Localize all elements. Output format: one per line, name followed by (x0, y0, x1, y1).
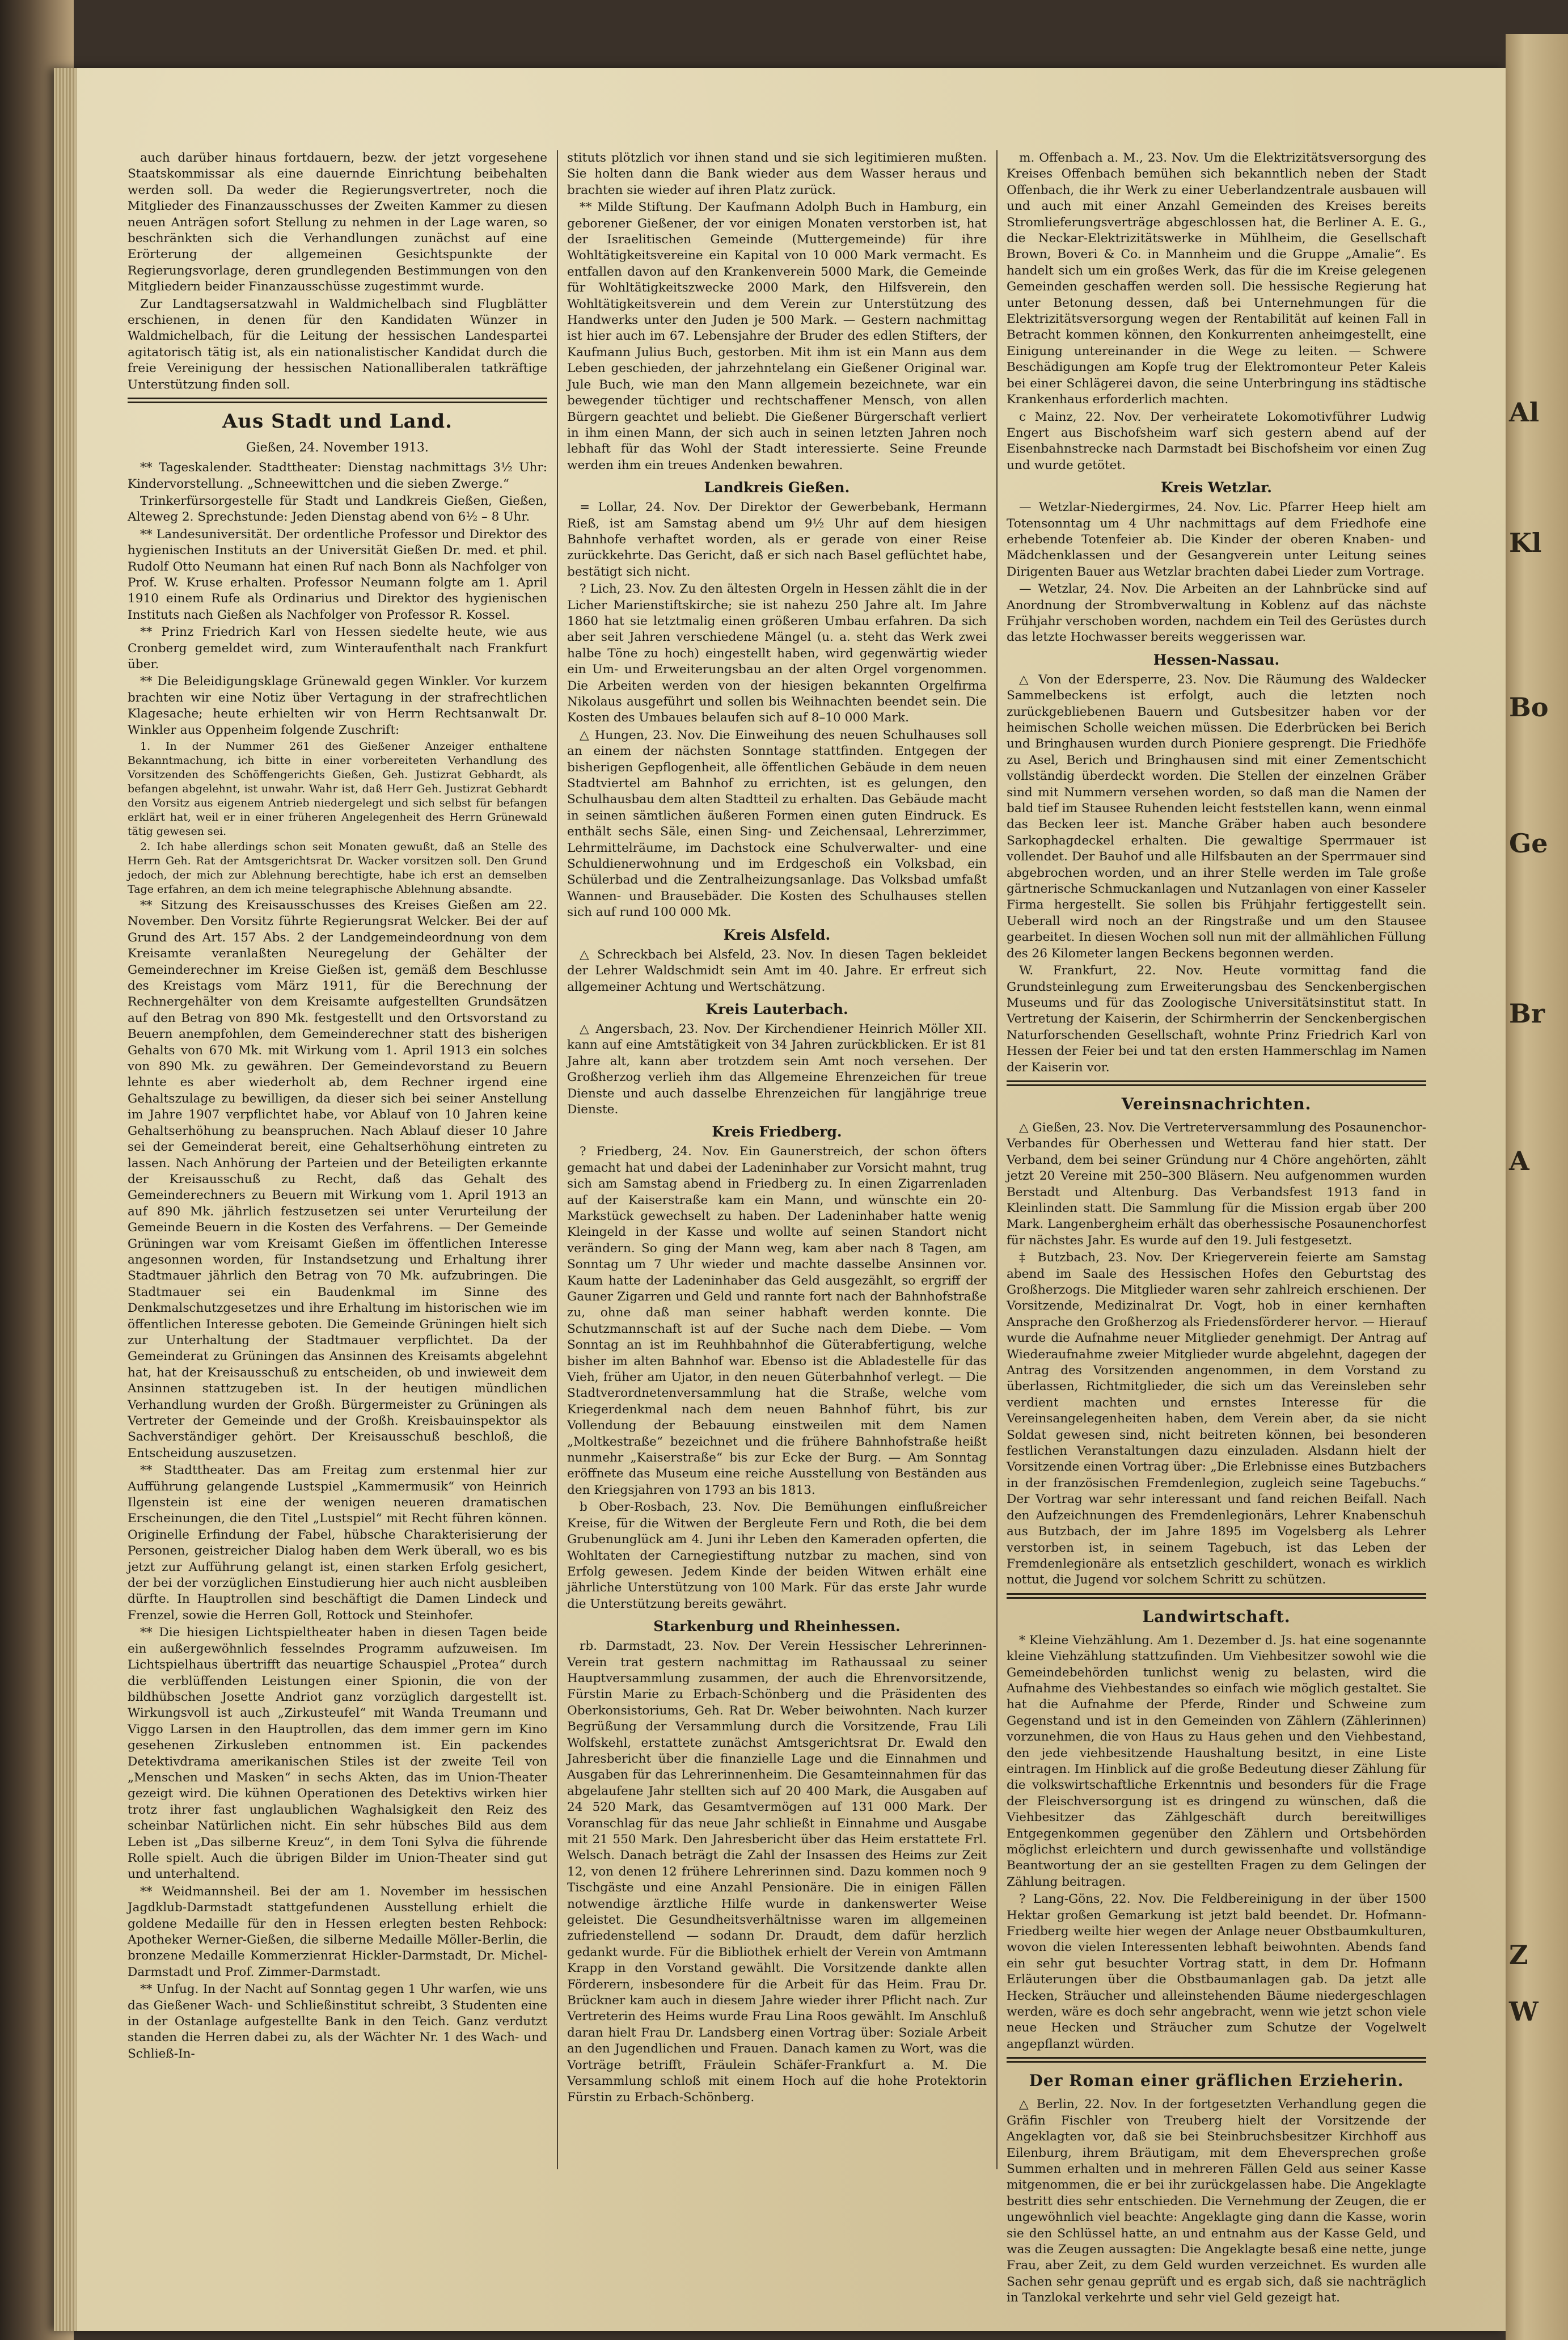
article-text: ** Tageskalender. Stadttheater: Dienstag nachmittags 3½ Uhr: Kindervorstellung. „Schneewittchen und die sieben Zwerge.“ (128, 461, 547, 491)
article-text: — Wetzlar-Niedergirmes, 24. Nov. Lic. Pfarrer Heep hielt am Totensonntag um 4 Uhr nachmittags auf dem Friedhofe eine erhebende Totenfeier ab. Die Kinder der oberen Knaben- und Mädchenklassen und der Gesangverein unter Leitung seines Dirigenten Bauer aus Wetzlar brachten dabei Lieder zum Vortrage. (1007, 500, 1426, 579)
article-text: ** Die Beleidigungsklage Grünewald gegen Winkler. Vor kurzem brachten wir eine Notiz über Vertagung in der strafrechtlichen Klagesache; heute erhielten wir von Herrn Rechtsanwalt Dr. Winkler aus Oppenheim folgende Zuschrift: (128, 674, 547, 737)
section-rule (128, 398, 547, 403)
subheading-starkenburg-rheinhessen: Starkenburg und Rheinhessen. (653, 1618, 901, 1635)
article-text: △ Gießen, 23. Nov. Die Vertreterversammlung des Posaunenchor-Verbandes für Oberhessen und Wetterau fand hier statt. Der Verband, dem bei seiner Gründung nur 4 Chöre angehörten, zählt jetzt 20 Vereine mit 250–300 Bläsern. Neu aufgenommen wurden Berstadt und Altenburg. Das Verbandsfest 1913 fand in Kleinlinden statt. Die Sammlung für die Mission ergab über 200 Mark. Langenbergheim erhält das oberhessische Posaunenchorfest für nächstes Jahr. Es wurde auf den 19. Juli festgesetzt. (1007, 1120, 1426, 1248)
article-text: ? Lich, 23. Nov. Zu den ältesten Orgeln in Hessen zählt die in der Licher Marienstiftskirche; sie ist nahezu 250 Jahre alt. Im Jahre 1860 hat sie letztmalig einen größeren Umbau erfahren. Da sich aber seit Jahren verschiedene Mängel (u. a. steht das Werk zwei halbe Töne zu hoch) eingestellt haben, wird gegenwärtig wieder ein Um- und Erweiterungsbau an der alten Orgel vorgenommen. Die Arbeiten werden von der hiesigen bekannten Orgelfirma Nikolaus ausgeführt und sollen bis Weihnachten beendet sein. Die Kosten des Umbaues belaufen sich auf 8–10 000 Mark. (567, 582, 987, 725)
column-rule-1 (557, 150, 558, 2169)
article-text: Zur Landtagsersatzwahl in Waldmichelbach sind Flugblätter erschienen, in denen für den Kandidaten Wünzer in Waldmichelbach, für die Leitung der hessischen Landespartei agitatorisch tätig ist, als ein nationalistischer Kandidat durch die freie Vereinigung der hessischen Nationalliberalen tatkräftige Unterstützung finden soll. (128, 297, 547, 392)
column-3 (1007, 150, 1426, 2305)
section-heading-aus-stadt-und-land: Aus Stadt und Land. (222, 410, 453, 433)
article-text: ** Prinz Friedrich Karl von Hessen siedelte heute, wie aus Cronberg gemeldet wird, zum Winteraufenthalt nach Frankfurt über. (128, 625, 547, 671)
article-text: ? Friedberg, 24. Nov. Ein Gaunerstreich, der schon öfters gemacht hat und dabei der Ladeninhaber zur Vorsicht mahnt, trug sich am Samstag abend in Friedberg zu. In einen Zigarrenladen auf der Kaiserstraße kam ein Mann, und wünschte ein 20-Markstück gewechselt zu haben. Der Ladeninhaber hatte wenig Kleingeld in der Kasse und wollte auf seinen Standort nicht verändern. So ging der Mann weg, kam aber nach 8 Tagen, am Sonntag um 7 Uhr wieder und machte dasselbe Ansinnen vor. Kaum hatte der Ladeninhaber das Geld ausgezählt, so ergriff der Gauner Zigarren und Geld und rannte fort nach der Bahnhofstraße zu, ohne daß man seiner habhaft werden konnte. Die Schutzmannschaft ist auf der Suche nach dem Diebe. — Vom Sonntag an ist im Reuhhbahnhof die Güterabfertigung, welche bisher im alten Bahnhof war. Ebenso ist die Abladestelle für das Vieh, früher am Ujator, in den neuen Güterbahnhof verlegt. — Die Stadtverordnetenversammlung hat die Straße, welche vom Kriegerdenkmal nach dem neuen Bahnhof führt, bis zur Vollendung der Bebauung einstweilen mit dem Namen „Moltkestraße“ bezeichnet und die frühere Bahnhofstraße heißt nunmehr „Kaiserstraße“ bis zur Ecke der Burg. — Am Sonntag eröffnete das Museum eine reiche Ausstellung von Beständen aus den Kriegsjahren von 1793 an bis 1813. (567, 1144, 987, 1497)
article-text: ** Die hiesigen Lichtspieltheater haben in diesen Tagen beide ein außergewöhnlich fesselndes Programm aufzuweisen. Im Lichtspielhaus übertrifft das neuartige Schauspiel „Protea“ durch die verblüffenden Leistungen einer Spionin, die von der bildhübschen Josette Andriot ganz vorzüglich dargestellt ist. Wirkungsvoll ist auch „Zirkusteufel“ mit Wanda Treumann und Viggo Larsen in den Hauptrollen, das dem immer gern im Kino gesehenen Zirkusleben entnommen ist. Ein packendes Detektivdrama amerikanischen Stiles ist der zweite Teil von „Menschen und Masken“ in sechs Akten, das im Union-Theater gezeigt wird. Die kühnen Operationen des Detektivs wirken hier trotz ihrer fast unglaublichen Waghalsigkeit den Reiz des scheinbar Natürlichen nicht. Ein sehr hübsches Bild aus dem Leben ist „Das silberne Kreuz“, in dem Toni Sylva die führende Rolle spielt. Auch die übrigen Bilder im Union-Theater sind gut und unterhaltend. (128, 1625, 547, 1882)
subheading-hessen-nassau: Hessen-Nassau. (1153, 651, 1280, 668)
article-text: ** Milde Stiftung. Der Kaufmann Adolph Buch in Hamburg, ein geborener Gießener, der vor einigen Monaten verstorben ist, hat der Israelitischen Gemeinde (Muttergemeinde) für ihre Wohltätigkeitsvereine ein Kapital von 10 000 Mark vermacht. Es entfallen davon auf den Krankenverein 5000 Mark, die Gemeinde für Wohltätigkeitszwecke 2000 Mark, den Hilfsverein, den Wohltätigkeitsverein und dem Verein zur Unterstützung des Handwerks unter den Juden je 500 Mark. — Gestern nachmittag ist hier auch im 67. Lebensjahre der Bruder des edlen Stifters, der Kaufmann Julius Buch, gestorben. Mit ihm ist ein Mann aus dem Leben geschieden, der jahrzehntelang ein Gießener Original war. Jule Buch, wie man den Mann allgemein bezeichnete, war ein bewegender tüchtiger und rechtschaffener Mensch, von allen Bürgern geachtet und beliebt. Die Gießener Bürgerschaft verliert in ihm einen Mann, der sich auch in seinen letzten Jahren noch lebhaft für das Wohl der Stadt interessierte. Seine Freunde werden ihm ein treues Andenken bewahren. (567, 200, 987, 472)
article-text: W. Frankfurt, 22. Nov. Heute vormittag fand die Grundsteinlegung zum Erweiterungsbau des Senckenbergischen Museums und für das Zoologische Universitätsinstitut statt. In Vertretung der Kaiserin, der Schirmherrin der Senckenbergischen Naturforschenden Gesellschaft, wohnte Prinz Friedrich Karl von Hessen der Feier bei und tat den ersten Hammerschlag im Namen der Kaiserin vor. (1007, 964, 1426, 1075)
article-text: ‡ Butzbach, 23. Nov. Der Kriegerverein feierte am Samstag abend im Saale des Hessischen Hofes den Geburtstag des Großherzogs. Die Mitglieder waren sehr zahlreich erschienen. Der Vorsitzende, Medizinalrat Dr. Vogt, hob in einer kernhaften Ansprache den Großherzog als Friedensförderer hervor. — Hierauf wurde die Aufnahme neuer Mitglieder genehmigt. Der Antrag auf Wiederaufnahme zweier Mitglieder wurde abgelehnt, dagegen der Antrag des Vorsitzenden angenommen, in dem Vorstand zu überlassen, Richtmitglieder, die sich um das Vereinsleben sehr verdient machten und ernstes Interesse für die Vereinsangelegenheiten haben, dem Verein aber, da sie nicht Soldat gewesen sind, nicht beitreten können, bei besonderen festlichen Veranstaltungen dazu einzuladen. Alsdann hielt der Vorsitzende einen Vortrag über: „Die Erlebnisse eines Butzbachers in der französischen Fremdenlegion, zugleich seine Tagebuchs.“ Der Vortrag war sehr interessant und fand reichen Beifall. Nach den Aufzeichnungen des Fremdenlegionärs, Lehrer Knabenschuh aus Butzbach, der im Jahre 1895 im Vogelsberg als Lehrer verstorben ist, in seinem Tagebuch, ist das Leben der Fremdenlegionäre als entsetzlich geschildert, wonach es wirklich nottut, die Jugend vor solchem Schritt zu schützen. (1007, 1251, 1426, 1587)
strip-text-6: A (1509, 1146, 1529, 1176)
strip-text-3: Bo (1509, 692, 1549, 723)
article-text: △ Schreckbach bei Alsfeld, 23. Nov. In diesen Tagen bekleidet der Lehrer Waldschmidt sein Amt im 40. Jahre. Er erfreut sich allgemeiner Achtung und Wertschätzung. (567, 947, 987, 994)
article-text: b Ober-Rosbach, 23. Nov. Die Bemühungen einflußreicher Kreise, für die Witwen der Bergleute Fern und Roth, die bei dem Grubenunglück am 4. Juni ihr Leben den Kameraden opferten, die Wohltaten der Carnegiestiftung nutzbar zu machen, sind von Erfolg gewesen. Jedem Kinde der beiden Witwen erhält eine jährliche Unterstützung von 100 Mark. Für das erste Jahr wurde die Unterstützung bereits gewährt. (567, 1500, 987, 1611)
adjacent-page-strip (1506, 34, 1568, 2340)
article-text: * Kleine Viehzählung. Am 1. Dezember d. Js. hat eine sogenannte kleine Viehzählung stattzufinden. Um Viehbesitzer sowohl wie die Gemeindebehörden tunlichst wenig zu belasten, wird die Aufnahme des Viehbestandes so einfach wie möglich gestaltet. Sie hat die Aufnahme der Pferde, Rinder und Schweine zum Gegenstand und ist in den Gemeinden von Zählern (Zählerinnen) vorzunehmen, die von Haus zu Haus gehen und den Viehbestand, den jede viehbesitzende Haushaltung besitzt, in eine Liste eintragen. Im Hinblick auf die große Bedeutung dieser Zählung für die volkswirtschaftliche Erkenntnis und besonders für die Frage der Fleischversorgung ist es dringend zu wünschen, daß die Viehbesitzer das Zählgeschäft durch bereitwilliges Entgegenkommen gegenüber den Zählern und Ortsbehörden möglichst erleichtern und durch gewissenhafte und vollständige Beantwortung der an sie gestellten Fragen zu dem Gelingen der Zählung beitragen. (1007, 1633, 1426, 1889)
subheading-landkreis-giessen: Landkreis Gießen. (704, 479, 850, 496)
article-text: — Wetzlar, 24. Nov. Die Arbeiten an der Lahnbrücke sind auf Anordnung der Strombverwaltung in Koblenz auf das nächste Frühjahr verschoben worden, nachdem ein Teil des Gerüstes durch das letzte Hochwasser bereits weggerissen war. (1007, 582, 1426, 645)
article-text: ** Unfug. In der Nacht auf Sonntag gegen 1 Uhr warfen, wie uns das Gießener Wach- und Schließinstitut schreibt, 3 Studenten eine in der Ostanlage aufgestellte Bank in den Teich. Ganz verdutzt standen die Herren dabei zu, als der Wächter Nr. 1 des Wach- und Schließ-In- (128, 1982, 547, 2061)
article-text: △ Berlin, 22. Nov. In der fortgesetzten Verhandlung gegen die Gräfin Fischler von Treuberg hielt der Vorsitzende der Angeklagten vor, daß sie bei Steinbruchsbesitzer Kirchhoff aus Eilenburg, ihrem Bräutigam, mit dem Eheversprechen große Summen erhalten und in mehreren Fällen Geld aus seiner Kasse mitgenommen, die er bei ihr zurückgelassen habe. Die Angeklagte bestritt dies sehr entschieden. Die Vernehmung der Zeugen, die er ungewöhnlich viel beachte: Angeklagte ging dann die Kasse, worin sie den Schlüssel hatte, an und entnahm aus der Kasse Geld, und was die Zeugen aussagten: Die Angeklagte besaß eine nette, junge Frau, aber Zeit, zu dem Geld wurden verzeichnet. Es wurden alle Sachen sehr genau geprüft und es ergab sich, daß sie nachträglich in Tanzlokal verkehrte und sehr viel Geld gezeigt hat. (1007, 2097, 1426, 2305)
article-text: ? Lang-Göns, 22. Nov. Die Feldbereinigung in der über 1500 Hektar großen Gemarkung ist jetzt bald beendet. Dr. Hofmann-Friedberg weilte hier wegen der Anlage neuer Obstbaumkulturen, wovon die vielen Interessenten lebhaft beiwohnten. Abends fand ein sehr gut besuchter Vortrag statt, in dem Dr. Hofmann Erläuterungen über die Obstbaumanlagen gab. Da jetzt alle Hecken, Sträucher und alleinstehenden Bäume niedergeschlagen werden, wäre es doch sehr angebracht, wenn wie jetzt schon viele neue Hecken und Sträucher zum Schutze der Vogelwelt angepflanzt würden. (1007, 1892, 1426, 2051)
article-text: ** Weidmannsheil. Bei der am 1. November im hessischen Jagdklub-Darmstadt stattgefundenen Ausstellung erhielt die goldene Medaille für den in Hessen erlegten besten Rehbock: Apotheker Werner-Gießen, die silberne Medaille Möller-Berlin, die bronzene Medaille Kommerzienrat Hickler-Darmstadt, Dr. Michel-Darmstadt und Prof. Zimmer-Darmstadt. (128, 1884, 547, 1979)
article-quote: 2. Ich habe allerdings schon seit Monaten gewußt, daß an Stelle des Herrn Geh. Rat der Amtsgerichtsrat Dr. Wacker vorsitzen soll. Den Grund jedoch, der mich zur Ablehnung berechtigte, habe ich erst an demselben Tage erfahren, an dem ich meine telegraphische Ablehnung absandte. (128, 840, 547, 896)
column-2 (567, 150, 987, 2181)
subheading-kreis-lauterbach: Kreis Lauterbach. (705, 1000, 848, 1017)
strip-text-4: Ge (1509, 828, 1548, 859)
section-heading-vereinsnachrichten: Vereinsnachrichten. (1121, 1094, 1312, 1113)
article-text: c Mainz, 22. Nov. Der verheiratete Lokomotivführer Ludwig Engert aus Bischofsheim warf sich gestern abend auf der Eisenbahnstrecke nach Darmstadt bei Bischofsheim vor einen Zug und wurde getötet. (1007, 409, 1426, 472)
subheading-kreis-alsfeld: Kreis Alsfeld. (723, 926, 831, 943)
article-text: = Lollar, 24. Nov. Der Direktor der Gewerbebank, Hermann Rieß, ist am Samstag abend um 9½ Uhr auf dem hiesigen Bahnhofe verhaftet worden, als er gerade von einer Reise zurückkehrte. Das Gericht, daß er sich nach Basel geflüchtet habe, bestätigt sich nicht. (567, 500, 987, 579)
article-text: △ Von der Edersperre, 23. Nov. Die Räumung des Waldecker Sammelbeckens ist erfolgt, auch die letzten noch zurückgebliebenen Bauern und Gutsbesitzer haben vor der heimischen Scholle weichen müssen. Die Ederbrücken bei Berich und Bringhausen wurden durch Pioniere gesprengt. Die Friedhöfe zu Asel, Berich und Bringhausen sind mit einer Zementschicht vollständig überdeckt worden. Die Stellen der einzelnen Gräber sind mit Nummern versehen worden, so daß man die Namen der bald tief im Stausee Ruhenden leicht feststellen kann, wenn einmal das Becken leer ist. Manche Gräber haben auch besondere Sarkophagdeckel erhalten. Die gewaltige Sperrmauer ist vollendet. Der Bauhof und alle Hilfsbauten an der Sperrmauer sind abgebrochen worden, und an ihrer Stelle werden im Tale große gärtnerische Schmuckanlagen und Nutzanlagen von einer Kasseler Firma hergestellt. Sie sollen bis Frühjahr fertiggestellt sein. Ueberall wird noch an der Ringstraße und um den Stausee gearbeitet. In diesen Wochen soll nun mit der allmählichen Füllung des 26 Kilometer langen Beckens begonnen werden. (1007, 672, 1426, 961)
column-rule-2 (996, 150, 998, 2169)
article-text: ** Stadttheater. Das am Freitag zum erstenmal hier zur Aufführung gelangende Lustspiel „Kammermusik“ von Heinrich Ilgenstein ist eine der wenigen neueren dramatischen Erscheinungen, die den Titel „Lustspiel“ mit Recht führen können. Originelle Erfindung der Fabel, hübsche Charakterisierung der Personen, geistreicher Dialog haben dem Werk überall, wo es bis jetzt zur Aufführung gelangt ist, einen starken Erfolg gesichert, der bei der vorzüglichen Einstudierung hier auch nicht ausbleiben dürfte. In Hauptrollen sind beschäftigt die Damen Lindeck und Frenzel, sowie die Herren Goll, Rottock und Steinhofer. (128, 1463, 547, 1623)
article-text: stituts plötzlich vor ihnen stand und sie sich legitimieren mußten. Sie holten dann die Bank wieder aus dem Wasser heraus und brachten sie wieder auf ihren Platz zurück. (567, 151, 987, 197)
dateline: Gießen, 24. November 1913. (246, 441, 429, 455)
article-text: ** Sitzung des Kreisausschusses des Kreises Gießen am 22. November. Den Vorsitz führte Regierungsrat Welcker. Bei der auf Grund des Art. 157 Abs. 2 der Landgemeindeordnung von dem Kreisamte veranlaßten Neuregelung der Gehälter der Gemeinderechner im Kreise Gießen ist, gemäß dem Beschlusse des Kreistags vom März 1911, für die Berechnung der Rechnergehälter von dem Kreisamte aufgestellten Grundsätzen auf den Betrag von 890 Mk. festgestellt und den Ortsvorstand zu Beuern anempfohlen, dem Gemeinderechner statt des bisherigen Gehalts von 670 Mk. mit Wirkung vom 1. April 1913 ein solches von 890 Mk. zu gewähren. Der Gemeindevorstand zu Beuern lehnte es aber wiederholt ab, dem Rechner irgend eine Gehaltszulage zu bewilligen, da dieser sich bei seiner Anstellung im Jahre 1907 verpflichtet habe, vor Ablauf von 10 Jahren keine Gehaltserhöhung zu beanspruchen. Nach Ablauf dieser 10 Jahre sei der Gemeinderat bereit, eine Gehaltserhöhung eintreten zu lassen. Nach Anhörung der Parteien und der Beteiligten erkannte der Kreisausschuß zu Recht, daß das Gehalt des Gemeinderechners zu Beuern mit Wirkung vom 1. April 1913 an auf 890 Mk. jährlich festzusetzen sei unter Verurteilung der Gemeinde Beuern in die Kosten des Verfahrens. — Der Gemeinde Grüningen war vom Kreisamt Gießen im öffentlichen Interesse angesonnen worden, für Instandsetzung und Erhaltung ihrer Stadtmauer jährlich den Betrag von 70 Mk. aufzubringen. Die Stadtmauer sei ein Baudenkmal im Sinne des Denkmalschutzgesetzes und ihre Erhaltung im historischen wie im öffentlichen Interesse geboten. Die Gemeinde Grüningen hielt sich zur Unterhaltung der Stadtmauer verpflichtet. Da der Gemeinderat zu Grüningen das Ansinnen des Kreisamts abgelehnt hat, hat der Kreisausschuß zu entscheiden, ob und inwieweit dem Ansinnen stattzugeben ist. In der heutigen mündlichen Verhandlung wurden der Großh. Bürgermeister zu Grüningen als Vertreter der Gemeinde und der Großh. Kreisbauinspektor als Sachverständiger gehört. Der Kreisausschuß beschloß, die Entscheidung auszusetzen. (128, 898, 547, 1460)
section-rule (1007, 2057, 1426, 2063)
article-text: m. Offenbach a. M., 23. Nov. Um die Elektrizitätsversorgung des Kreises Offenbach bemühen sich bekanntlich neben der Stadt Offenbach, die ihr Werk zu einer Ueberlandzentrale ausbauen will und auch mit einer Anzahl Gemeinden des Kreises bereits Stromlieferungsverträge abgeschlossen hat, die Berliner A. E. G., die Neckar-Elektrizitätswerke in Mühlheim, die Gesellschaft Brown, Boveri & Co. in Mannheim und die Gruppe „Amalie“. Es handelt sich um ein großes Werk, das für die im Kreise gelegenen Gemeinden geschaffen werden soll. Die hessische Regierung hat unter Betonung dessen, daß bei Unternehmungen für die Elektrizitätsversorgung wegen der Rentabilität auf keinen Fall in Betracht kommen können, den Konkurrenten anheimgestellt, eine Einigung untereinander in die Wege zu leiten. — Schwere Beschädigungen am Kopfe trug der Elektromonteur Peter Kaleis bei einer Schlägerei davon, die seine Unterbringung ins städtische Krankenhaus erforderlich machten. (1007, 151, 1426, 407)
strip-text-5: Br (1509, 998, 1545, 1029)
strip-text-2: Kl (1509, 527, 1542, 558)
article-text: ** Landesuniversität. Der ordentliche Professor und Direktor des hygienischen Instituts an der Universität Gießen Dr. med. et phil. Rudolf Otto Neumann hat einen Ruf nach Bonn als Nachfolger von Prof. W. Kruse erhalten. Professor Neumann folgte am 1. April 1910 einem Rufe als Ordinarius und Direktor des hygienischen Instituts nach Gießen als Nachfolger von Professor R. Kossel. (128, 527, 547, 622)
section-rule (1007, 1593, 1426, 1599)
article-text: rb. Darmstadt, 23. Nov. Der Verein Hessischer Lehrerinnen-Verein trat gestern nachmittag im Rathaussaal zu seiner Hauptversammlung zusammen, der auch die Ehrenvorsitzende, Fürstin Marie zu Erbach-Schönberg und die Präsidenten des Oberkonsistoriums, Geh. Rat Dr. Weber beiwohnten. Nach kurzer Begrüßung der Versammlung durch die Vorsitzende, Frau Lili Wolfskehl, erstattete zunächst Amtsgerichtsrat Dr. Ewald den Jahresbericht über die finanzielle Lage und die Einnahmen und Ausgaben für das Lehrerinnenheim. Die Gesamteinnahmen für das abgelaufene Jahr stellten sich auf 20 400 Mark, die Ausgaben auf 24 520 Mark, das Gesamtvermögen auf 131 000 Mark. Der Voranschlag für das neue Jahr schließt in Einnahme und Ausgabe mit 21 550 Mark. Den Jahresbericht über das Heim erstattete Frl. Welsch. Danach beträgt die Zahl der Insassen des Heims zur Zeit 12, von denen 12 frühere Lehrerinnen sind. Dazu kommen noch 9 Tischgäste und eine Anzahl Pensionäre. Die in einigen Fällen notwendige ärztliche Hilfe wurde in dankenswerter Weise geleistet. Die Gesundheitsverhältnisse waren im allgemeinen zufriedenstellend — sodann Dr. Draudt, dem dafür herzlich gedankt wurde. Für die Bibliothek erhielt der Verein von Amtmann Krapp in den Vorstand gewählt. Die Vorsitzende dankte allen Förderern, insbesondere für die Arbeit für das Heim. Frau Dr. Brückner kam auch in diesem Jahre wieder ihrer Pflicht nach. Zur Vertreterin des Heims wurde Frau Lina Roos gewählt. Im Anschluß daran hielt Frau Dr. Landsberg einen Vortrag über: Soziale Arbeit an den Jugendlichen und Frauen. Danach kamen zu Wort, was die Vorträge betrifft, Fräulein Schäfer-Frankfurt a. M. Die Versammlung schloß mit einem Hoch auf die hohe Protektorin Fürstin zu Erbach-Schönberg. (567, 1639, 987, 2105)
strip-text-7: Z (1509, 1940, 1528, 1970)
subheading-kreis-wetzlar: Kreis Wetzlar. (1160, 479, 1273, 496)
section-heading-landwirtschaft: Landwirtschaft. (1142, 1607, 1291, 1626)
article-text: △ Angersbach, 23. Nov. Der Kirchendiener Heinrich Möller XII. kann auf eine Amtstätigkeit von 34 Jahren zurückblicken. Er ist 81 Jahre alt, kann aber trotzdem sein Amt noch versehen. Der Großherzog verlieh ihm das Allgemeine Ehrenzeichen für treue Dienste und auch dasselbe Ehrenzeichen für langjährige treue Dienste. (567, 1021, 987, 1117)
article-text: △ Hungen, 23. Nov. Die Einweihung des neuen Schulhauses soll an einem der nächsten Sonntage stattfinden. Entgegen der bisherigen Gepflogenheit, alle öffentlichen Gebäude in dem neuen Stadtviertel am Bahnhof zu errichten, ist es gelungen, den Schulhausbau dem alten Stadtteil zu erhalten. Das Gebäude macht in seinen sämtlichen äußeren Formen einen guten Eindruck. Es enthält sechs Säle, einen Sing- und Zeichensaal, Lehrerzimmer, Lehrmittelräume, im Dachstock eine Schulverwalter- und eine Schuldienerwohnung und im Erdgeschoß ein Volksbad, ein Schülerbad und die Zentralheizungsanlage. Das Volksbad umfaßt Wannen- und Brausebäder. Die Kosten des Schulhauses stellen sich auf rund 100 000 Mk. (567, 728, 987, 920)
column-1 (128, 150, 547, 2181)
article-quote: 1. In der Nummer 261 des Gießener Anzeiger enthaltene Bekanntmachung, ich bitte in einer vorbereiteten Verhandlung des Vorsitzenden des Schöffengerichts Gießen, Geh. Justizrat Gebhardt, als befangen abgelehnt, ist unwahr. Wahr ist, daß Herr Geh. Justizrat Gebhardt den Vorsitz aus eigenem Antrieb niedergelegt und sich selbst für befangen erklärt hat, weil er in einer früheren Angelegenheit des Herrn Grünewald tätig gewesen sei. (128, 740, 547, 838)
subheading-kreis-friedberg: Kreis Friedberg. (712, 1123, 842, 1141)
article-text: auch darüber hinaus fortdauern, bezw. der jetzt vorgesehene Staatskommissar als eine dauernde Einrichtung beibehalten werden soll. Da weder die Regierungsvertreter, noch die Mitglieder des Finanzausschusses der Zweiten Kammer zu diesen neuen Anträgen sofort Stellung zu nehmen in der Lage waren, so beschränkten sich die Verhandlungen zunächst auf eine Erörterung der allgemeinen Gesichtspunkte der Regierungsvorlage, deren grundlegenden Bestimmungen von den Mitgliedern beider Finanzausschüsse zugestimmt wurde. (128, 151, 547, 294)
strip-text-1: Al (1509, 397, 1540, 428)
section-heading-roman: Der Roman einer gräflichen Erzieherin. (1029, 2071, 1404, 2090)
page-stack-edge (54, 68, 77, 2331)
strip-text-8: W (1509, 1996, 1539, 2027)
section-rule (1007, 1080, 1426, 1086)
article-text: Trinkerfürsorgestelle für Stadt und Landkreis Gießen, Gießen, Alteweg 2. Sprechstunde: Jeden Dienstag abend von 6½ – 8 Uhr. (128, 493, 547, 525)
